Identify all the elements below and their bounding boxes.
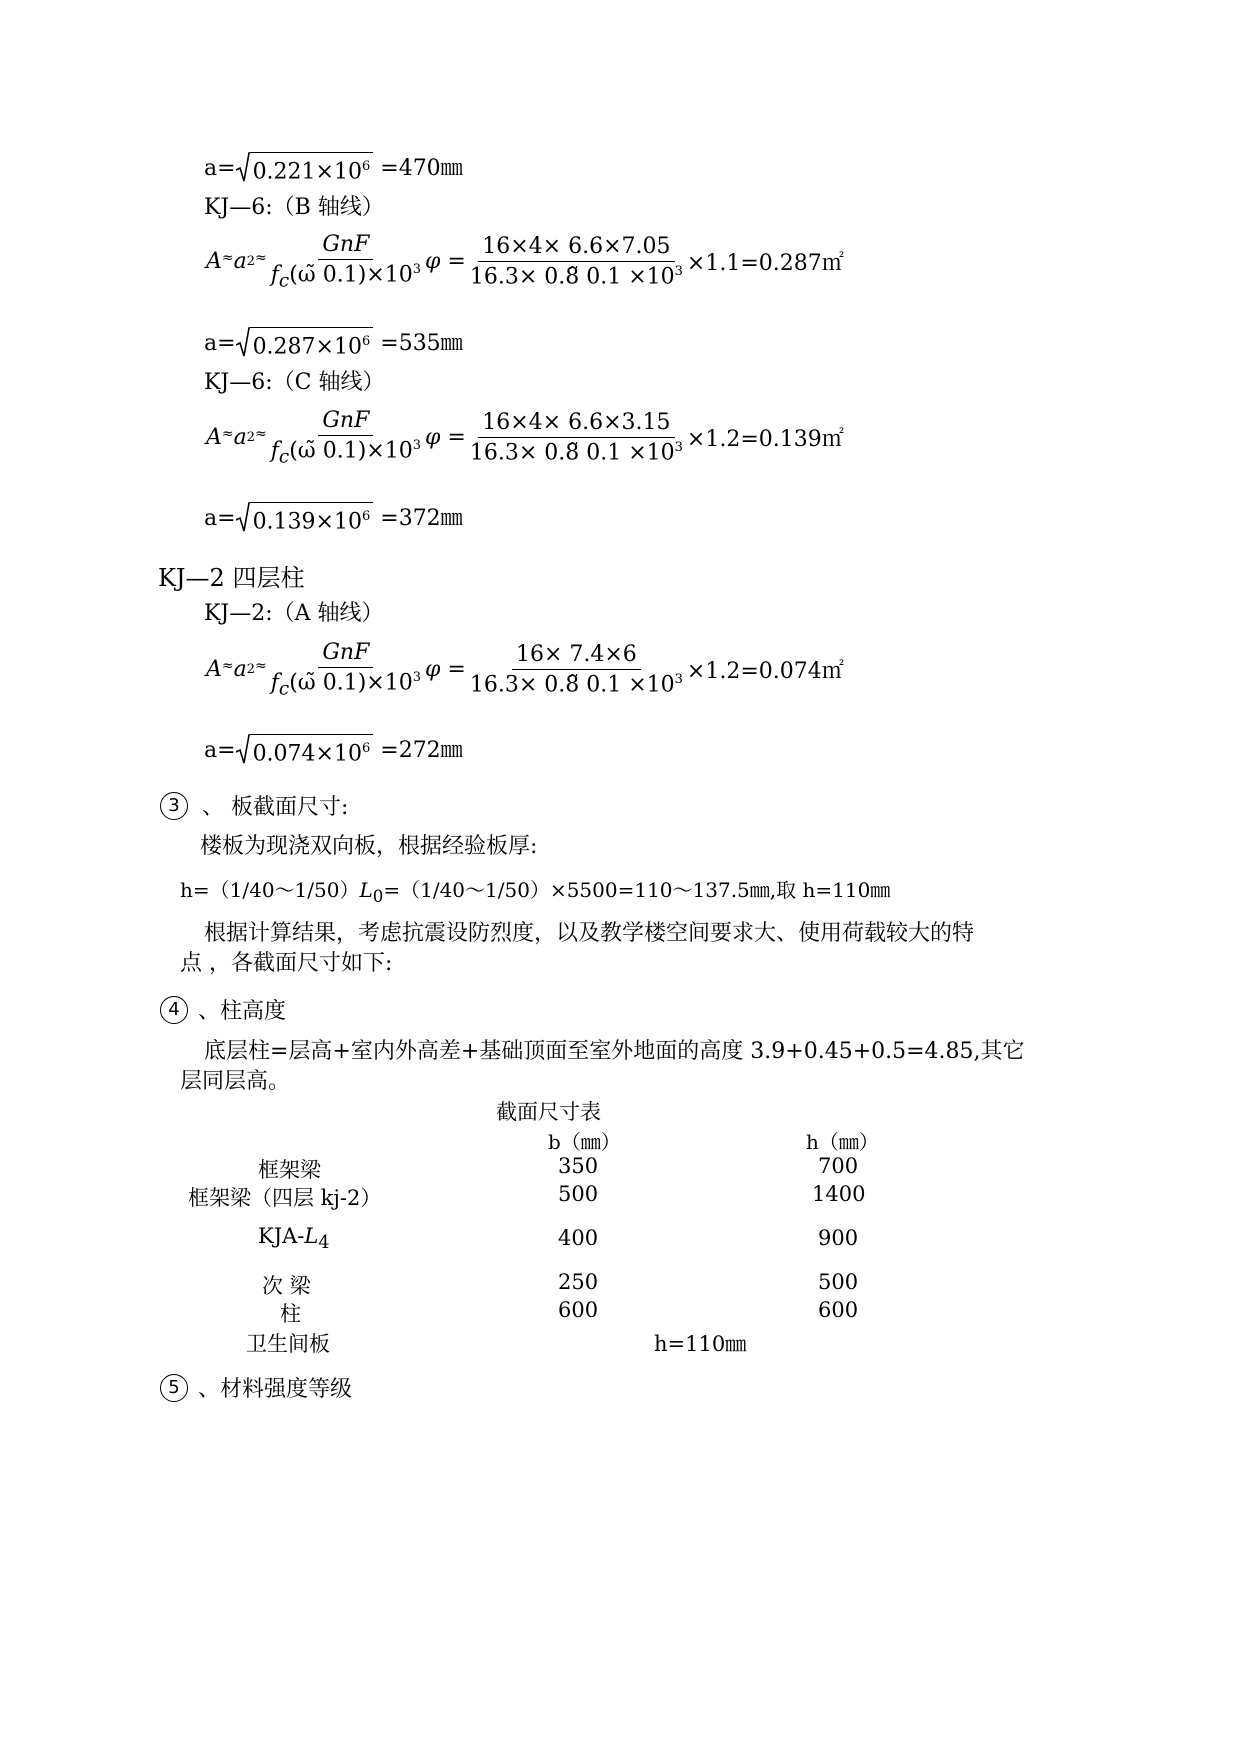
denominator-exponent: 3	[412, 438, 421, 453]
equation-tail: ×1.2=0.074㎡	[686, 659, 844, 685]
result-rhs: =535㎜	[373, 331, 463, 357]
fc-subscript: c	[278, 678, 290, 700]
column-header-b: b（㎜）	[548, 1130, 621, 1154]
section-3-para-1: 楼板为现浇双向板，根据经验板厚:	[200, 834, 538, 859]
exponent: 6	[361, 509, 371, 524]
row-b: 500	[558, 1182, 599, 1206]
kj2-heading: KJ—2 四层柱	[158, 564, 305, 592]
fraction-values	[466, 642, 687, 697]
fc-symbol: f	[270, 438, 279, 464]
result-lhs: a=	[204, 506, 236, 532]
radicand: 0.221×10	[252, 159, 362, 185]
sqrt-icon	[236, 327, 250, 357]
radicand: 0.139×10	[252, 509, 362, 535]
a-exponent: 2	[246, 662, 256, 678]
radicand: 0.287×10	[252, 334, 362, 360]
sqrt-icon	[236, 734, 250, 764]
formula-part-a: h=（1/40～1/50）	[180, 878, 360, 902]
result-rhs: =470㎜	[373, 156, 463, 182]
values-numerator: 16×4× 6.6×3.15	[478, 410, 674, 438]
values-denominator: 16.3× 0.8̃ 0.1 ×10	[469, 672, 675, 698]
a-exponent: 2	[246, 254, 256, 270]
denominator-exponent: 3	[412, 670, 421, 685]
section-4-para-line-2: 层同层高。	[180, 1069, 291, 1094]
sqrt-expression	[236, 152, 374, 186]
a-symbol: a	[233, 657, 247, 683]
equation-kj2-a	[206, 640, 844, 700]
column-header-h: h（㎜）	[806, 1130, 879, 1154]
values-denominator: 16.3× 0.8̃ 0.1 ×10	[469, 440, 675, 466]
fraction-gnf	[267, 408, 425, 468]
section-3-title: 、 板截面尺寸:	[202, 795, 349, 820]
sqrt-expression	[236, 502, 374, 536]
approx-symbol: ≈	[221, 657, 234, 674]
table-caption: 截面尺寸表	[496, 1100, 601, 1124]
values-exponent: 3	[674, 672, 683, 688]
kj6-b-title: KJ—6:（B 轴线）	[204, 195, 384, 220]
kj2-a-title: KJ—2:（A 轴线）	[204, 601, 384, 626]
fraction-numerator: GnF	[318, 408, 373, 436]
fraction-values	[466, 410, 687, 465]
row-name: 柱	[280, 1302, 301, 1326]
result-lhs: a=	[204, 738, 236, 764]
result-lhs: a=	[204, 156, 236, 182]
section-5-title: 、材料强度等级	[198, 1377, 353, 1402]
values-exponent: 3	[674, 440, 683, 456]
phi-symbol: φ =	[424, 249, 466, 275]
row-merged-value: h=110㎜	[654, 1332, 747, 1356]
row-h: 500	[818, 1270, 859, 1294]
section-3-formula	[180, 874, 890, 906]
l-symbol: L	[359, 878, 373, 902]
a-symbol: a	[233, 425, 247, 451]
phi-symbol: φ =	[424, 425, 466, 451]
approx-symbol-2: ≈	[255, 425, 267, 442]
result-lhs: a=	[204, 331, 236, 357]
circled-number-5: 5	[160, 1374, 188, 1402]
exponent: 6	[361, 159, 371, 174]
a-symbol: a	[233, 249, 247, 275]
l-subscript: 0	[372, 887, 384, 906]
formula-part-b: =（1/40～1/50）×5500=110～137.5㎜,取 h=110㎜	[383, 878, 891, 902]
section-5-heading	[160, 1372, 352, 1403]
values-exponent: 3	[674, 264, 683, 280]
fc-subscript: c	[278, 446, 290, 468]
section-4-heading	[160, 994, 286, 1025]
section-3-para-3-line-1: 根据计算结果，考虑抗震设防烈度，以及教学楼空间要求大、使用荷载较大的特	[204, 921, 975, 946]
fraction-denominator: (ω̃ 0.1)×10	[289, 438, 413, 464]
approx-symbol-2: ≈	[255, 657, 267, 674]
row-h: 1400	[812, 1182, 866, 1206]
fraction-denominator: (ω̃ 0.1)×10	[289, 670, 413, 696]
fraction-numerator: GnF	[318, 640, 373, 668]
row-h: 600	[818, 1298, 859, 1322]
section-4-title: 、柱高度	[198, 999, 287, 1024]
row-h: 700	[818, 1154, 859, 1178]
result-line-1	[204, 152, 463, 186]
kj6-c-title: KJ—6:（C 轴线）	[204, 370, 385, 395]
fraction-denominator: (ω̃ 0.1)×10	[289, 262, 413, 288]
row-name: 框架梁	[258, 1158, 321, 1182]
row-name: 次 梁	[262, 1274, 311, 1298]
values-numerator: 16× 7.4×6	[512, 642, 641, 670]
row-b: 250	[558, 1270, 599, 1294]
exponent: 6	[361, 334, 371, 349]
phi-symbol: φ =	[424, 657, 466, 683]
result-line-4	[204, 734, 463, 768]
result-rhs: =272㎜	[373, 738, 463, 764]
fraction-numerator: GnF	[318, 232, 373, 260]
fraction-values	[466, 234, 687, 289]
fraction-gnf	[267, 232, 425, 292]
sqrt-expression	[236, 327, 374, 361]
row-b: 350	[558, 1154, 599, 1178]
values-denominator: 16.3× 0.8̃ 0.1 ×10	[469, 264, 675, 290]
fc-subscript: c	[278, 270, 290, 292]
a-exponent: 2	[246, 430, 256, 446]
equation-kj6-b	[206, 232, 844, 292]
result-line-3	[204, 502, 463, 536]
circled-number-3: 3	[160, 792, 188, 820]
section-3-heading	[160, 790, 348, 821]
approx-symbol: ≈	[221, 425, 234, 442]
row-name	[258, 1224, 329, 1253]
row-b: 600	[558, 1298, 599, 1322]
radicand: 0.074×10	[252, 741, 362, 767]
section-3-para-3-line-2: 点 ，各截面尺寸如下:	[180, 951, 393, 976]
equation-tail: ×1.1=0.287㎡	[686, 251, 844, 277]
area-symbol: A	[206, 425, 222, 451]
section-4-para-line-1: 底层柱=层高+室内外高差+基础顶面至室外地面的高度 3.9+0.45+0.5=4.85,其它	[204, 1039, 1025, 1064]
sqrt-icon	[236, 502, 250, 532]
fc-symbol: f	[270, 262, 279, 288]
equation-tail: ×1.2=0.139㎡	[686, 427, 844, 453]
row-h: 900	[818, 1226, 859, 1250]
area-symbol: A	[206, 657, 222, 683]
approx-symbol: ≈	[221, 249, 234, 266]
l-subscript: 4	[318, 1233, 330, 1254]
values-numerator: 16×4× 6.6×7.05	[478, 234, 674, 262]
area-symbol: A	[206, 249, 222, 275]
fc-symbol: f	[270, 670, 279, 696]
result-rhs: =372㎜	[373, 506, 463, 532]
denominator-exponent: 3	[412, 262, 421, 277]
l-symbol: L	[304, 1224, 319, 1248]
sqrt-expression	[236, 734, 374, 768]
row-name: 框架梁（四层 kj-2）	[188, 1186, 382, 1210]
row-name-prefix: KJA-	[258, 1224, 305, 1248]
circled-number-4: 4	[160, 996, 188, 1024]
result-line-2	[204, 327, 463, 361]
row-name: 卫生间板	[246, 1332, 330, 1356]
exponent: 6	[361, 741, 371, 756]
equation-kj6-c	[206, 408, 844, 468]
fraction-gnf	[267, 640, 425, 700]
sqrt-icon	[236, 152, 250, 182]
row-b: 400	[558, 1226, 599, 1250]
approx-symbol-2: ≈	[255, 249, 267, 266]
